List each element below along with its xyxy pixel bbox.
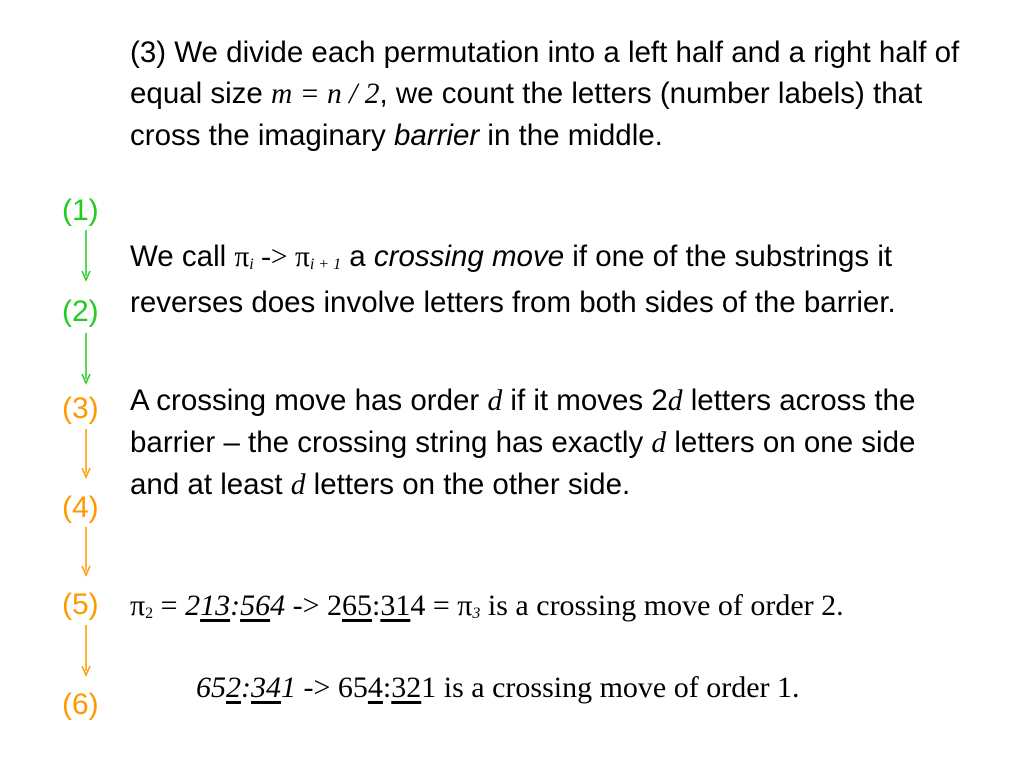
text-segment: (3) We divide each permutation into a left half and a right half of equal size xyxy=(130,36,960,110)
example-order-1 xyxy=(196,670,800,706)
paragraph-order-definition xyxy=(130,380,960,506)
barrier-term: barrier xyxy=(393,119,480,152)
perm-segment-reversed: 65 xyxy=(342,589,372,622)
pi-symbol: π xyxy=(234,241,250,273)
step-label-4: (4) xyxy=(62,491,99,524)
text-segment: a xyxy=(341,240,374,273)
subscript-i: i xyxy=(249,256,254,273)
step-label-3: (3) xyxy=(62,392,99,425)
arrow-text: -> xyxy=(285,589,327,622)
equals: = xyxy=(153,589,186,622)
pi-symbol: π xyxy=(130,589,146,622)
crossing-move-term: crossing move xyxy=(373,240,565,273)
perm-segment-reversed: 56 xyxy=(240,589,271,622)
perm-segment-reversed: 2 xyxy=(226,671,241,704)
step-label-6: (6) xyxy=(62,688,99,721)
text-segment: We call xyxy=(130,240,235,273)
barrier-colon: : xyxy=(241,671,251,704)
perm-segment: 2 xyxy=(185,589,201,622)
example-order-2 xyxy=(130,588,844,629)
example-caption: is a crossing move of order 1. xyxy=(436,671,800,704)
perm-segment: 65 xyxy=(337,671,368,704)
text-segment: letters on the other side. xyxy=(305,468,631,501)
barrier-colon: : xyxy=(372,589,381,622)
var-d: d xyxy=(667,385,683,417)
step-label-1: (1) xyxy=(62,194,99,227)
perm-segment: 2 xyxy=(327,589,342,622)
text-segment: letters on one side and at least xyxy=(130,426,916,501)
paragraph-crossing-move-definition xyxy=(130,236,960,323)
half-size-formula: m = n / 2 xyxy=(271,78,380,110)
perm-segment-reversed: 32 xyxy=(391,671,422,704)
text-segment: if it moves 2 xyxy=(502,384,668,417)
perm-segment: 1 xyxy=(281,671,296,704)
perm-segment: 4 xyxy=(270,589,286,622)
var-d: d xyxy=(290,469,306,501)
perm-segment-reversed: 13 xyxy=(200,589,231,622)
text-segment: letters across the barrier – the crossing string has exactly xyxy=(130,384,916,459)
barrier-colon: : xyxy=(230,589,241,622)
perm-segment-reversed: 34 xyxy=(251,671,281,704)
barrier-colon: : xyxy=(382,671,392,704)
text-segment: if one of the substrings it reverses does involve letters from both sides of the barrier. xyxy=(130,240,896,319)
equals: = xyxy=(425,589,458,622)
step-label-2: (2) xyxy=(62,295,99,328)
example-caption: is a crossing move of order 2. xyxy=(480,589,844,622)
perm-segment-reversed: 4 xyxy=(367,671,383,704)
pi-symbol: π xyxy=(294,241,310,273)
subscript-i-plus-1: i + 1 xyxy=(309,256,342,273)
perm-segment: 4 xyxy=(410,589,426,622)
text-segment: , we count the letters (number labels) that cross the imaginary xyxy=(130,77,923,152)
paragraph-barrier-definition xyxy=(130,32,960,156)
pi-symbol: π xyxy=(457,589,473,622)
orange-arrow-down-icon xyxy=(78,527,94,577)
var-d: d xyxy=(487,385,503,417)
step-label-5: (5) xyxy=(62,588,99,621)
orange-arrow-down-icon xyxy=(78,625,94,677)
green-arrow-down-icon xyxy=(78,230,94,282)
var-d: d xyxy=(651,427,667,459)
orange-arrow-down-icon xyxy=(78,429,94,479)
subscript-3: 3 xyxy=(472,605,481,622)
green-arrow-down-icon xyxy=(78,333,94,385)
subscript-2: 2 xyxy=(145,605,154,622)
arrow-text: -> xyxy=(253,241,295,273)
perm-segment: 1 xyxy=(421,671,437,704)
perm-segment: 65 xyxy=(196,671,226,704)
perm-segment-reversed: 31 xyxy=(380,589,411,622)
text-segment: in the middle. xyxy=(479,119,663,152)
arrow-text: -> xyxy=(296,671,338,704)
text-segment: A crossing move has order xyxy=(130,384,488,417)
